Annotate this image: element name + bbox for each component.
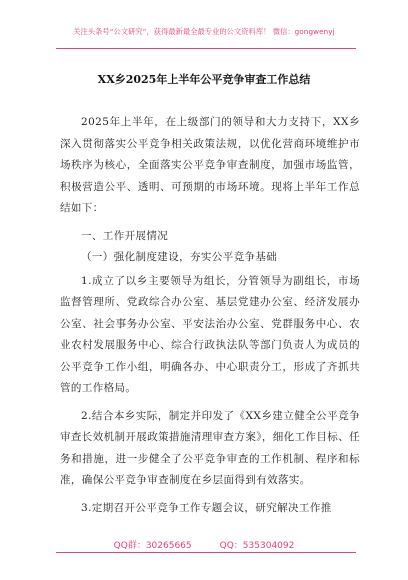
paragraph-item-2: 2.结合本乡实际，制定并印发了《XX乡建立健全公平竞争审查长效机制开展政策措施清理审查方案》，细化工作目标、任务和措施，进一步健全了公平竞争审查的工作机制、程序和标准，确保公平竞争审查制度在乡层面得到有效落实。 <box>60 409 360 486</box>
subsection-heading: （一）强化制度建设，夯实公平竞争基础 <box>81 251 278 263</box>
paragraph-intro: 2025年上半年，在上级部门的领导和大力支持下，XX乡深入贯彻落实公平竞争相关政策法规，以优化营商环境维护市场秩序为核心，全面落实公平竞争审查制度，加强市场监管，积极营造公平、透明、可预期的市场环境。现将上半年工作总结如下： <box>60 116 360 214</box>
header-banner: 关注头条号“公文研究”，获得最新最全最专业的公文资料库！ 微信：gongwenyj <box>73 27 335 36</box>
document-body <box>60 112 360 525</box>
footer-qq-group: QQ群：30265665 <box>113 541 192 551</box>
footer-qq-number: QQ：535304092 <box>219 541 295 551</box>
section-heading: 一、工作开展情况 <box>81 229 169 242</box>
header-divider <box>56 48 356 49</box>
paragraph-item-1: 1.成立了以乡主要领导为组长，分管领导为副组长，市场监督管理所、党政综合办公室、基层党建办公室、经济发展办公室、社会事务办公室、平安法治办公室、党群服务中心、农业农村发展服务中心、综合行政执法队等部门负责人为成员的公平竞争工作小组，明确各办、中心职责分工，形成了齐抓共管的工作格局。 <box>60 274 360 394</box>
footer-divider <box>56 552 356 553</box>
footer-contact <box>0 538 408 551</box>
paragraph-item-3: 3.定期召开公平竞争工作专题会议，研究解决工作推 <box>81 501 332 514</box>
document-title: XX乡2025年上半年公平竞争审查工作总结 <box>97 73 311 86</box>
